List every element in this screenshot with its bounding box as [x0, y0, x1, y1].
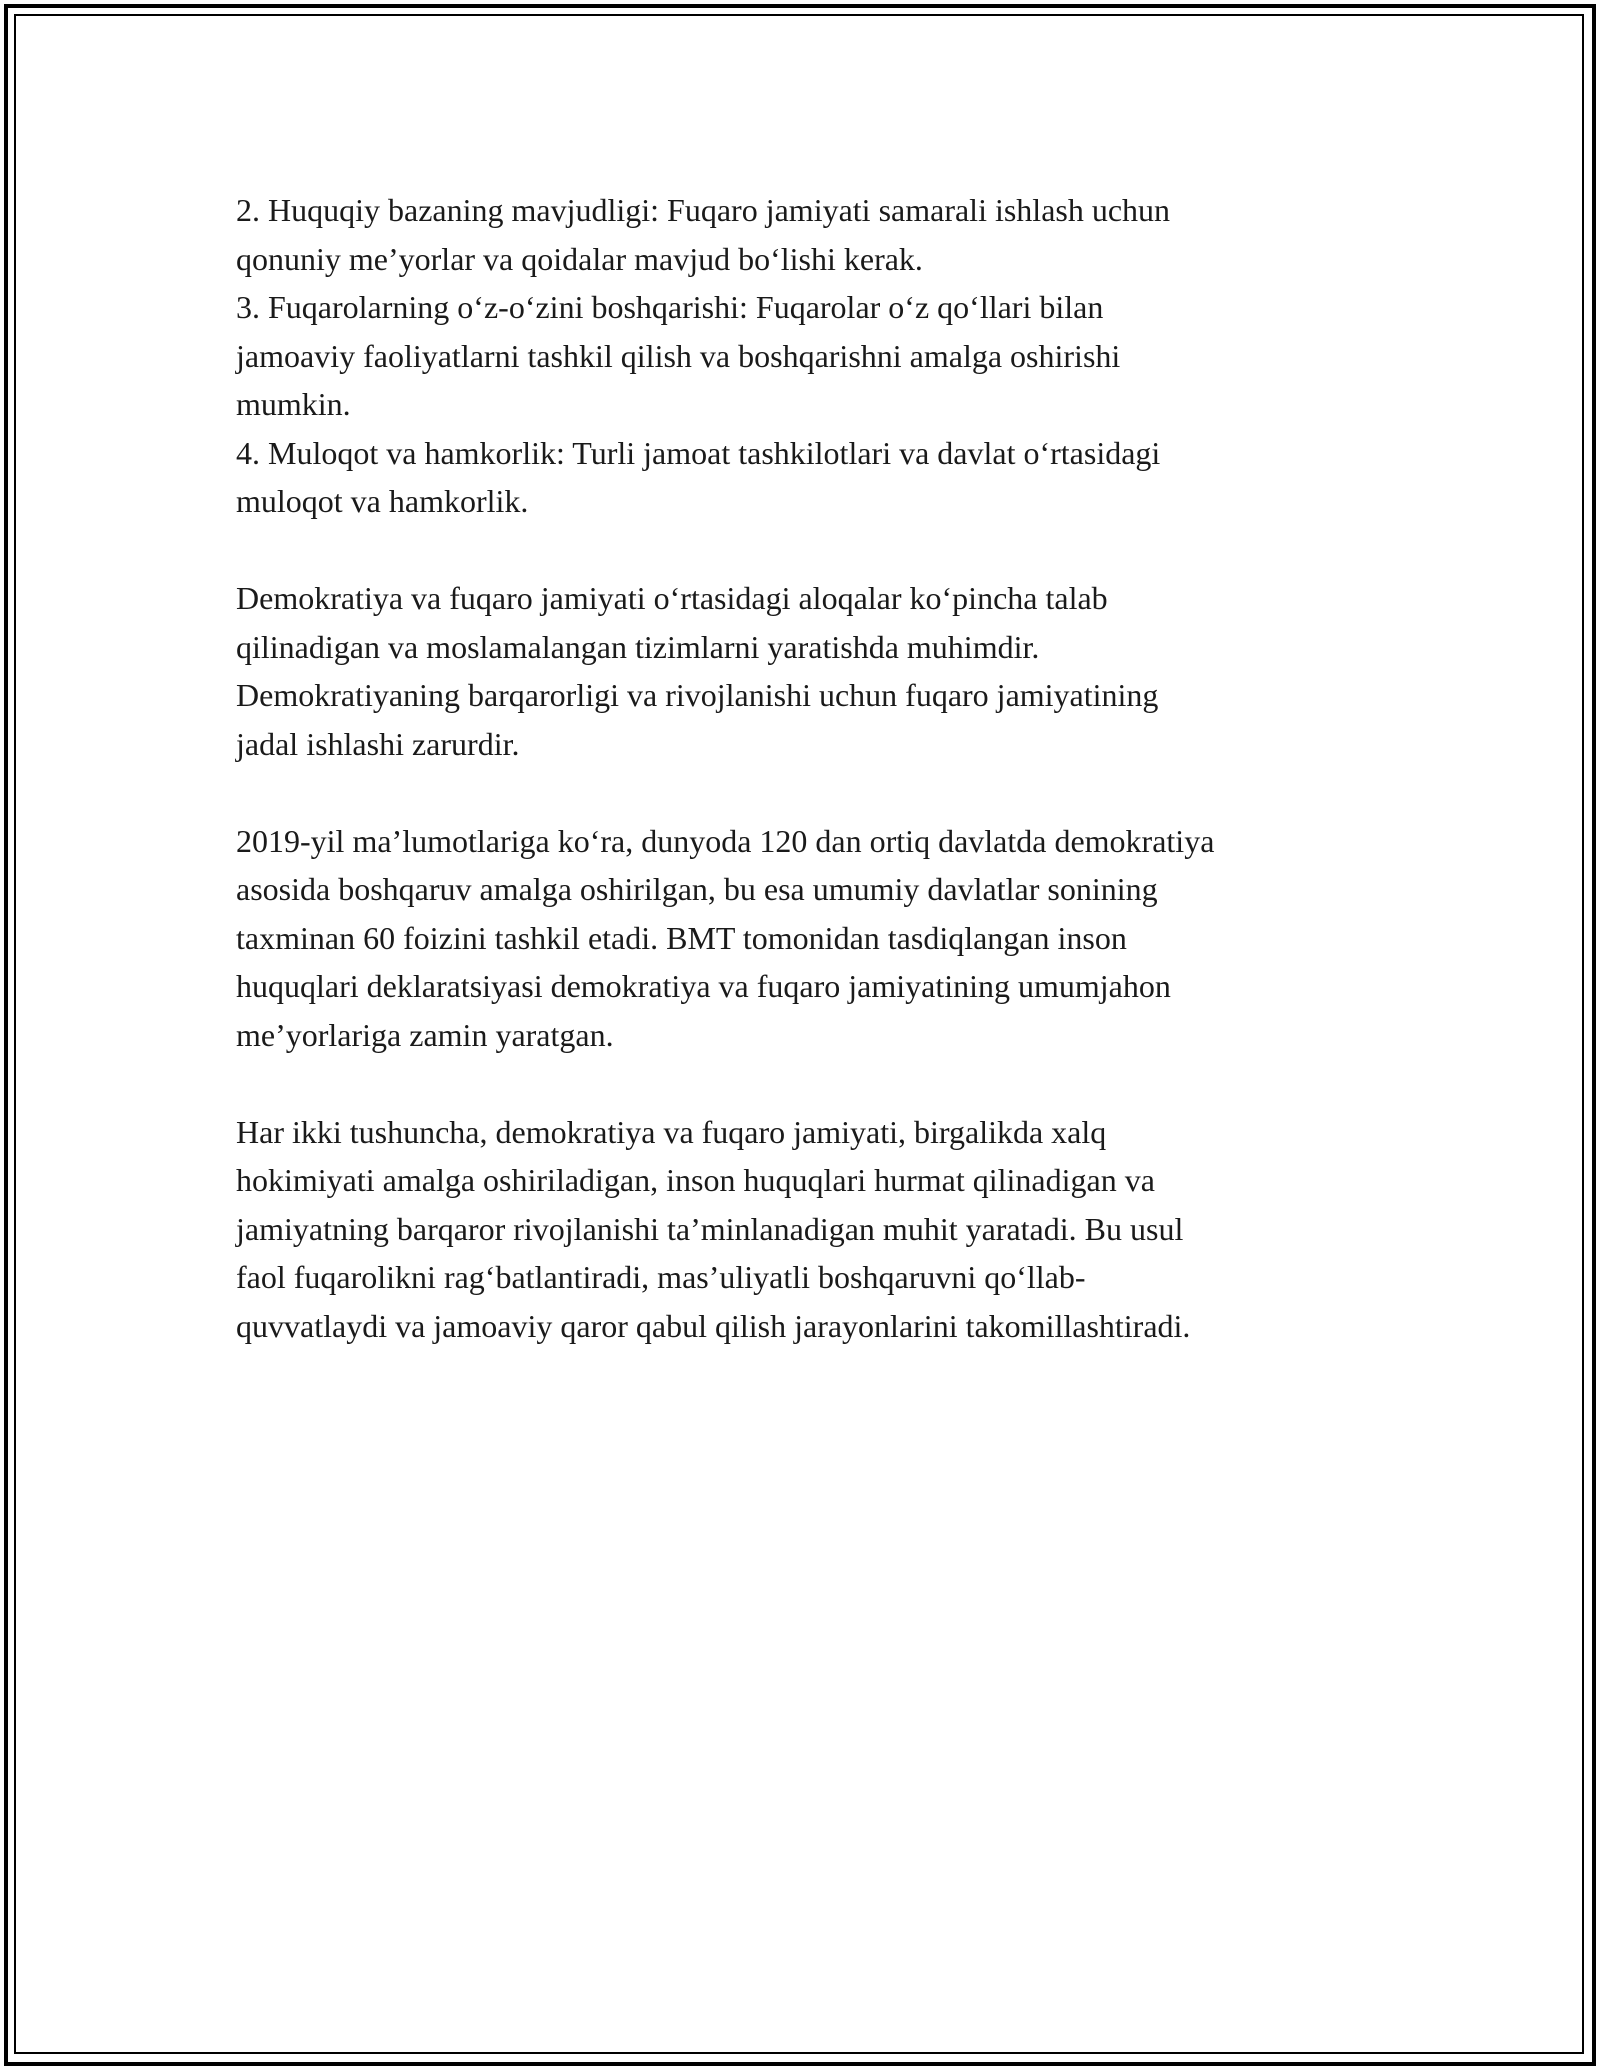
text-line: Har ikki tushuncha, demokratiya va fuqaro jamiyati, birgalikda xalq — [236, 1113, 1107, 1150]
text-line: 4. Muloqot va hamkorlik: Turli jamoat tashkilotlari va davlat o‘rtasidagi — [236, 434, 1161, 471]
text-line: Demokratiyaning barqarorligi va rivojlanishi uchun fuqaro jamiyatining — [236, 677, 1159, 713]
text-line: huquqlari deklaratsiyasi demokratiya va fuqaro jamiyatining umumjahon — [236, 968, 1171, 1004]
text-line: 2019-yil ma’lumotlariga ko‘ra, dunyoda 120 dan ortiq davlatda demokratiya — [236, 822, 1215, 859]
paragraph-principles-list — [236, 186, 1376, 526]
text-line: qilinadigan va moslamalangan tizimlarni yaratishda muhimdir. — [236, 628, 1040, 665]
text-line: 3. Fuqarolarning o‘z-o‘zini boshqarishi: Fuqarolar o‘z qo‘llari bilan — [236, 289, 1104, 325]
paragraph-democracy-relations — [236, 574, 1376, 768]
text-line: qonuniy me’yorlar va qoidalar mavjud bo‘lishi kerak. — [236, 240, 923, 277]
text-line: me’yorlariga zamin yaratgan. — [236, 1016, 614, 1053]
paragraph-spacer — [236, 526, 1376, 575]
text-line: jamiyatning barqaror rivojlanishi ta’minlanadigan muhit yaratadi. Bu usul — [236, 1210, 1184, 1247]
text-line: asosida boshqaruv amalga oshirilgan, bu esa umumiy davlatlar sonining — [236, 871, 1158, 907]
paragraph-conclusion — [236, 1108, 1376, 1351]
text-line: taxminan 60 foizini tashkil etadi. BMT tomonidan tasdiqlangan inson — [236, 919, 1127, 956]
text-line: jadal ishlashi zarurdir. — [236, 725, 520, 762]
text-line: quvvatlaydi va jamoaviy qaror qabul qilish jarayonlarini takomillashtiradi. — [236, 1307, 1191, 1344]
text-line: Demokratiya va fuqaro jamiyati o‘rtasidagi aloqalar ko‘pincha talab — [236, 580, 1108, 616]
text-line: jamoaviy faoliyatlarni tashkil qilish va boshqarishni amalga oshirishi — [236, 337, 1121, 374]
text-line: 2. Huquqiy bazaning mavjudligi: Fuqaro jamiyati samarali ishlash uchun — [236, 192, 1171, 228]
paragraph-spacer — [236, 1059, 1376, 1108]
text-line: muloqot va hamkorlik. — [236, 483, 529, 519]
text-line: mumkin. — [236, 386, 351, 422]
paragraph-statistics — [236, 817, 1376, 1060]
text-line: faol fuqarolikni rag‘batlantiradi, mas’uliyatli boshqaruvni qo‘llab- — [236, 1259, 1086, 1295]
paragraph-spacer — [236, 768, 1376, 817]
document-body — [236, 186, 1376, 1350]
text-line: hokimiyati amalga oshiriladigan, inson huquqlari hurmat qilinadigan va — [236, 1162, 1155, 1198]
